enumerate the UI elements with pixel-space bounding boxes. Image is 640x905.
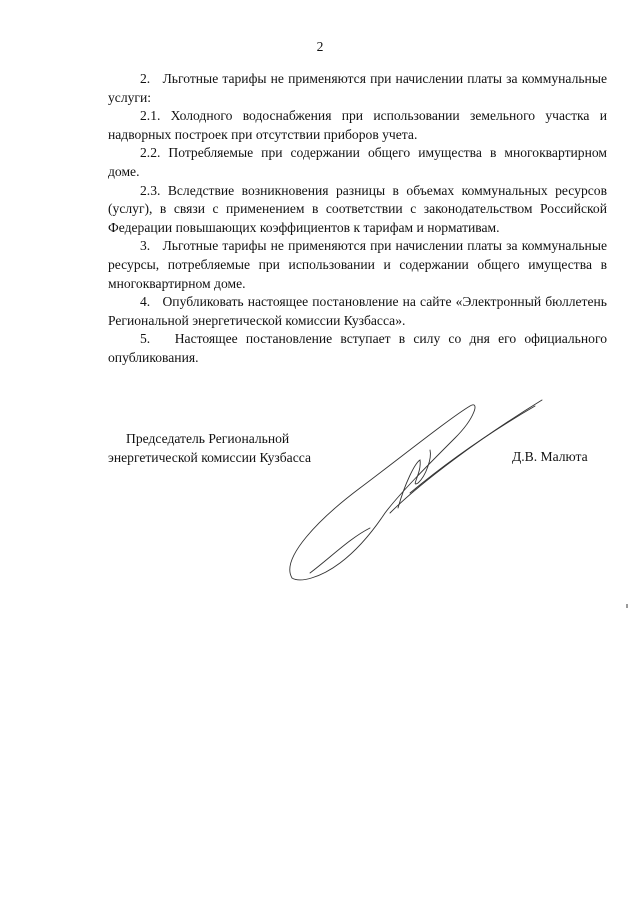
paragraph-4: 4. Опубликовать настоящее постановление на сайте «Электронный бюллетень Региональной энергетической комиссии Кузбасса».	[108, 294, 607, 328]
signatory-title-line2: энергетической комиссии Кузбасса	[108, 449, 311, 465]
paragraph-3: 3. Льготные тарифы не применяются при начислении платы за коммунальные ресурсы, потребляемые при использовании и содержании общего имущества в многоквартирном доме.	[108, 238, 607, 291]
page-number: 2	[316, 39, 324, 54]
paragraph-5: 5. Настоящее постановление вступает в силу со дня его официального опубликования.	[108, 331, 607, 365]
margin-mark	[626, 604, 628, 608]
paragraph-2-2: 2.2. Потребляемые при содержании общего имущества в многоквартирном доме.	[108, 145, 607, 179]
paragraph-2: 2. Льготные тарифы не применяются при начислении платы за коммунальные услуги:	[108, 71, 607, 105]
handwritten-signature	[280, 388, 550, 588]
paragraph-2-3: 2.3. Вследствие возникновения разницы в объемах коммунальных ресурсов (услуг), в связи с применением в соответствии с законодательством Российской Федерации повышающих коэффициентов к тарифам и нормативам.	[108, 182, 607, 235]
document-body	[108, 70, 607, 368]
signatory-name: Д.В. Малюта	[512, 449, 588, 464]
paragraph-2-1: 2.1. Холодного водоснабжения при использовании земельного участка и надворных построек при отсутствии приборов учета.	[108, 108, 607, 142]
signatory-title-line1: Председатель Региональной	[126, 431, 290, 446]
